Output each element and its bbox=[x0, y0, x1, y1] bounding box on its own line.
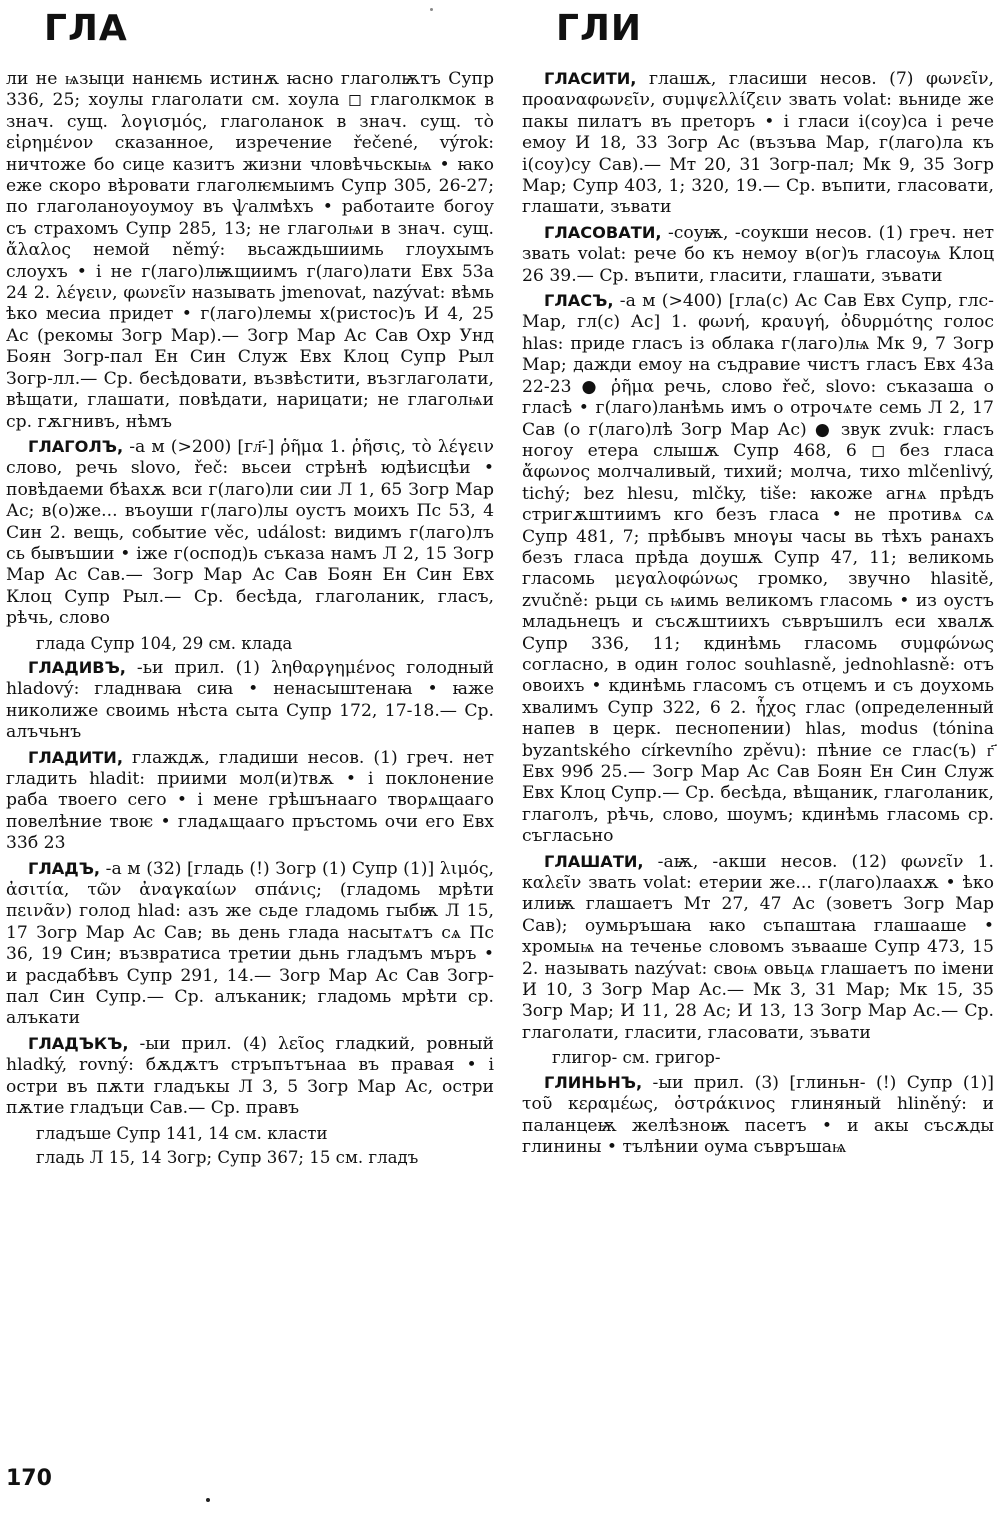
entry-text: -ыи прил. (3) [глиньн- (!) Супр (1)] τοῦ κεραμέως, ὀστράκινος глиняный hliněný: и паланцеѭ желѣзноѭ пасетъ • и акы съсѫды глинины • тълѣнии оума съвръшаѩ bbox=[522, 1072, 994, 1157]
entry-headword: ГЛАСОВАТИ, bbox=[544, 222, 662, 242]
cross-reference-entry bbox=[6, 1123, 494, 1144]
left-column bbox=[6, 68, 494, 1171]
running-head-left: ГЛА bbox=[44, 8, 128, 49]
entry-headword: ГЛИНЬНЪ, bbox=[544, 1072, 643, 1092]
entry-headword: ГЛАСИТИ, bbox=[544, 69, 637, 88]
entry-text: -а м (>400) [гла(с) Ас Сав Евх Супр, глс- Мар, гл(с) Ас] 1. φωνή, κραυγή, ὀδυρμότης голос hlas: приде гласъ із облака г(лаго)лѩ Мк 9, 7 Зогр Мар; дажди емоу на съдравие чистъ гласъ Евх 43а 22-23 ● ῥῆμα речь, слово řeč, slovo: съказаша о гласѣ • г(лаго)ланѣмь имъ о отрочѧте семь Л 2, 17 Сав (о г(лаго)лѣ Зогр Мар Ас) ● звук zvuk: гласъ ногоу етера слышѫ Супр 468, 6 ◻ без гласа ἄφωνος молчаливый, тихий; молча, тихо mlčenlivý, tichý; bez hlesu, mlčky, tiše: ꙗкоже агнѧ прѣдъ стригѫштиимъ кго безъ гласа • не противѧ сѧ Супр 481, 7; прѣбывъ мнογы часы вь тѣхъ ранахъ безъ гласа прѣда доушѫ Супр 47, 11; великомь гласомь μεγαλοφώνως громко, звучно hlasitě, zvučně: рьци сь ѩимь великомъ гласомь • из оустъ младьнецъ и съсѫштиихъ съвръшилъ еси хвалѫ Супр 336, 11; кдинѣмь гласомь συμφώνως согласно, в один голос souhlasně, jednohlasně: отъ овоихъ • кдинѣмь гласомъ съ отцемъ и съ доухомь хвалимъ Супр 322, 6 2. ἦχος глас (определенный напев в церк. песнопении) hlas, modus (tónina byzantského církevního zpěvu): пѣние се глас(ъ) г҃ Евх 99б 25.— Зогр Мар Ас Сав Боян Ен Син Служ Евх Клоц Супр.— Ср. бесѣда, вѣщаник, глаголаник, глаголъ, рѣчь, слово, шоумъ; кдинѣмь гласомь ср. съгласьно bbox=[522, 291, 994, 847]
entry-headword: ГЛАСЪ, bbox=[544, 291, 614, 311]
entry-text: гладь Л 15, 14 Зогр; Супр 367; 15 см. гладъ bbox=[36, 1147, 419, 1167]
entry-headword: ГЛАДИТИ, bbox=[28, 747, 123, 767]
dictionary-entry bbox=[522, 222, 994, 287]
entry-text: -соуѭ, -соукши несов. (1) греч. нет звать volat: рече бо къ немоу в(ог)ъ гласоуѩ Клоц 26 39.— Ср. въпити, гласити, глашати, зъвати bbox=[522, 222, 994, 286]
cross-reference-entry bbox=[6, 1147, 494, 1168]
entry-text: ли не ѩзыци нанѥмь истинѫ ꙗсно глаголѭтъ Супр 336, 25; хоулы глаголати см. хоула ◻ глаголкмок в знач. сущ. λογισμός, глаголанок в знач. сущ. τὸ εἰρημένον сказанное, изречение řečené, výrok: ничтоже бо сице казитъ жизни чловѣчьскыѩ • ꙗко еже скоро вѣровати глаголѥмыимъ Супр 305, 26-27; по глаголаноуоумоу въ ѱалмѣхъ • работаите богоу съ страхомъ Супр 285, 13; не глаголѩи в знач. сущ. ἄλαλος немой němý: вьсаждьшиимь глоухымъ слоухъ • і не г(лаго)лѭщиимъ г(лаго)лати Евх 53а 24 2. λέγειν, φωνεῖν называть jmenovat, nazývat: вѣмь ѣко месиа придет • г(лаго)лемы х(ристос)ъ И 4, 25 Ас (рекомы Зогр Мар).— Зогр Мар Ас Сав Охр Унд Боян Зогр-пал Ен Син Служ Евх Клоц Супр Рыл Зогр-лл.— Ср. бесѣдовати, възвѣстити, възглаголати, вѣщати, глашати, повѣдати, нарицати; не глаголѩи ср. гѫгнивъ, нѣмъ bbox=[6, 69, 494, 432]
cross-reference-entry bbox=[522, 1047, 994, 1068]
dictionary-entry bbox=[6, 1033, 494, 1120]
print-speck bbox=[430, 8, 433, 11]
right-column bbox=[522, 68, 994, 1161]
cross-reference-entry bbox=[6, 633, 494, 654]
entry-text: -а м (>200) [гл҃-] ῥῆμα 1. ῥῆσις, τὸ λέγειν слово, речь slovo, řeč: вьсеи стрѣнѣ юдѣисцѣи • повѣдаеми бѣахѫ вси г(лаго)ли сии Л 1, 65 Зогр Мар Ас; в(о)же... въоуши г(лаго)лы оустъ моихъ Пс 53, 4 Син 2. вещь, событие věc, událost: видимъ г(лаго)лъ сь бывъшии • іже г(оспод)ь съказа намъ Л 2, 15 Зогр Мар Ас Сав.— Зогр Мар Ас Сав Боян Ен Син Евх Клоц Супр Рыл.— Ср. бесѣда, глаголаник, гласъ, рѣчь, слово bbox=[6, 436, 494, 629]
entry-headword: ГЛАДИВЪ, bbox=[28, 657, 126, 677]
dictionary-entry bbox=[522, 1072, 994, 1159]
page-number: 170 bbox=[6, 1466, 52, 1491]
entry-text: глашѫ, гласиши несов. (7) φωνεῖν, προαναφωνεῖν, συμψελλίζειν звать volat: вьниде же пакы пилатъ въ преторъ • і гласи і(соу)са і рече емоу И 18, 33 Зогр Ас (възъва Мар, г(лаго)ла къ і(соу)су Сав).— Мт 20, 31 Зогр-пал; Мк 9, 35 Зогр Мар; Супр 403, 1; 320, 19.— Ср. въпити, гласовати, глашати, зъвати bbox=[522, 69, 995, 218]
dictionary-entry bbox=[6, 436, 494, 630]
entry-headword: ГЛАДЪКЪ, bbox=[28, 1033, 129, 1053]
dictionary-entry bbox=[6, 657, 494, 744]
entry-headword: ГЛАШАТИ, bbox=[544, 851, 644, 871]
entry-text: глигор- см. григор- bbox=[552, 1048, 721, 1068]
dictionary-entry bbox=[6, 858, 494, 1030]
dictionary-entry bbox=[6, 747, 494, 855]
entry-text: -а м (32) [гладь (!) Зогр (1) Супр (1)] λιμός, ἀσιτία, τῶν ἀναγκαίων σπάνις; (гладомь мрѣти πεινᾶν) голод hlad: азъ же сьде гладомь гыбѭ Л 15, 17 Зогр Мар Ас Сав; вь день глада насытѧтъ сѧ Пс 36, 19 Син; възвратиса третии дьнь гладъмъ мъръ • и расдабѣвъ Супр 291, 14.— Зогр Мар Ас Сав Зогр-пал Син Супр.— Ср. алъканик; гладомь мрѣти ср. алъкати bbox=[6, 858, 495, 1029]
dictionary-entry bbox=[522, 851, 994, 1045]
entry-text: -ыи прил. (4) λεῖος гладкий, ровный hladký, rovný: бѫдѫтъ стръпътънаа въ правая • і остри въ пѫти гладъкы Л 3, 5 Зогр Мар Ас, остри пѫтие гладъци Сав.— Ср. правъ bbox=[6, 1033, 494, 1119]
dictionary-entry bbox=[522, 290, 994, 848]
dictionary-entry bbox=[522, 68, 994, 219]
entry-headword: ГЛАДЪ, bbox=[28, 858, 101, 878]
entry-headword: ГЛАГОЛЪ, bbox=[28, 436, 124, 456]
entry-text: гладъше Супр 141, 14 см. класти bbox=[36, 1123, 328, 1143]
print-speck bbox=[206, 1498, 210, 1502]
entry-text: -аѭ, -акши несов. (12) φωνεῖν 1. καλεῖν звать volat: етерии же... г(лаго)лаахѫ • ѣко илиѭ глашаетъ Мт 27, 47 Ас (зоветъ Зогр Мар Сав); оумьръшаꙗ ꙗко съпаштаꙗ глашааше • хромыѩ на теченье словомъ зъвааше Супр 473, 15 2. называть nazývat: своѩ овьцѧ глашаетъ по імени И 10, 3 Зогр Мар Ас.— Мк 3, 31 Мар; Мк 15, 35 Зогр Мар; И 11, 28 Ас; И 13, 13 Зогр Мар Ас.— Ср. глаголати, гласити, гласовати, зъвати bbox=[522, 851, 994, 1043]
entry-text: глаждѫ, гладиши несов. (1) греч. нет гладить hladit: приими мол(и)твѫ • і поклонение раба твоего сего • і мене грѣшънааго творѧщааго повелѣние твоѥ • гладѧщааго пръстомь очи его Евх 33б 23 bbox=[6, 747, 494, 854]
entry-text: глада Супр 104, 29 см. клада bbox=[36, 633, 293, 653]
entry-text: -ьи прил. (1) ληθαργημένος голодный hladový: гладнваꙗ сиꙗ • ненасыштенаꙗ • ꙗже николиже своимь нѣста сыта Супр 172, 17-18.— Ср. алъчьнъ bbox=[6, 657, 494, 743]
running-head-right: ГЛИ bbox=[556, 8, 642, 49]
dictionary-entry bbox=[6, 68, 494, 433]
